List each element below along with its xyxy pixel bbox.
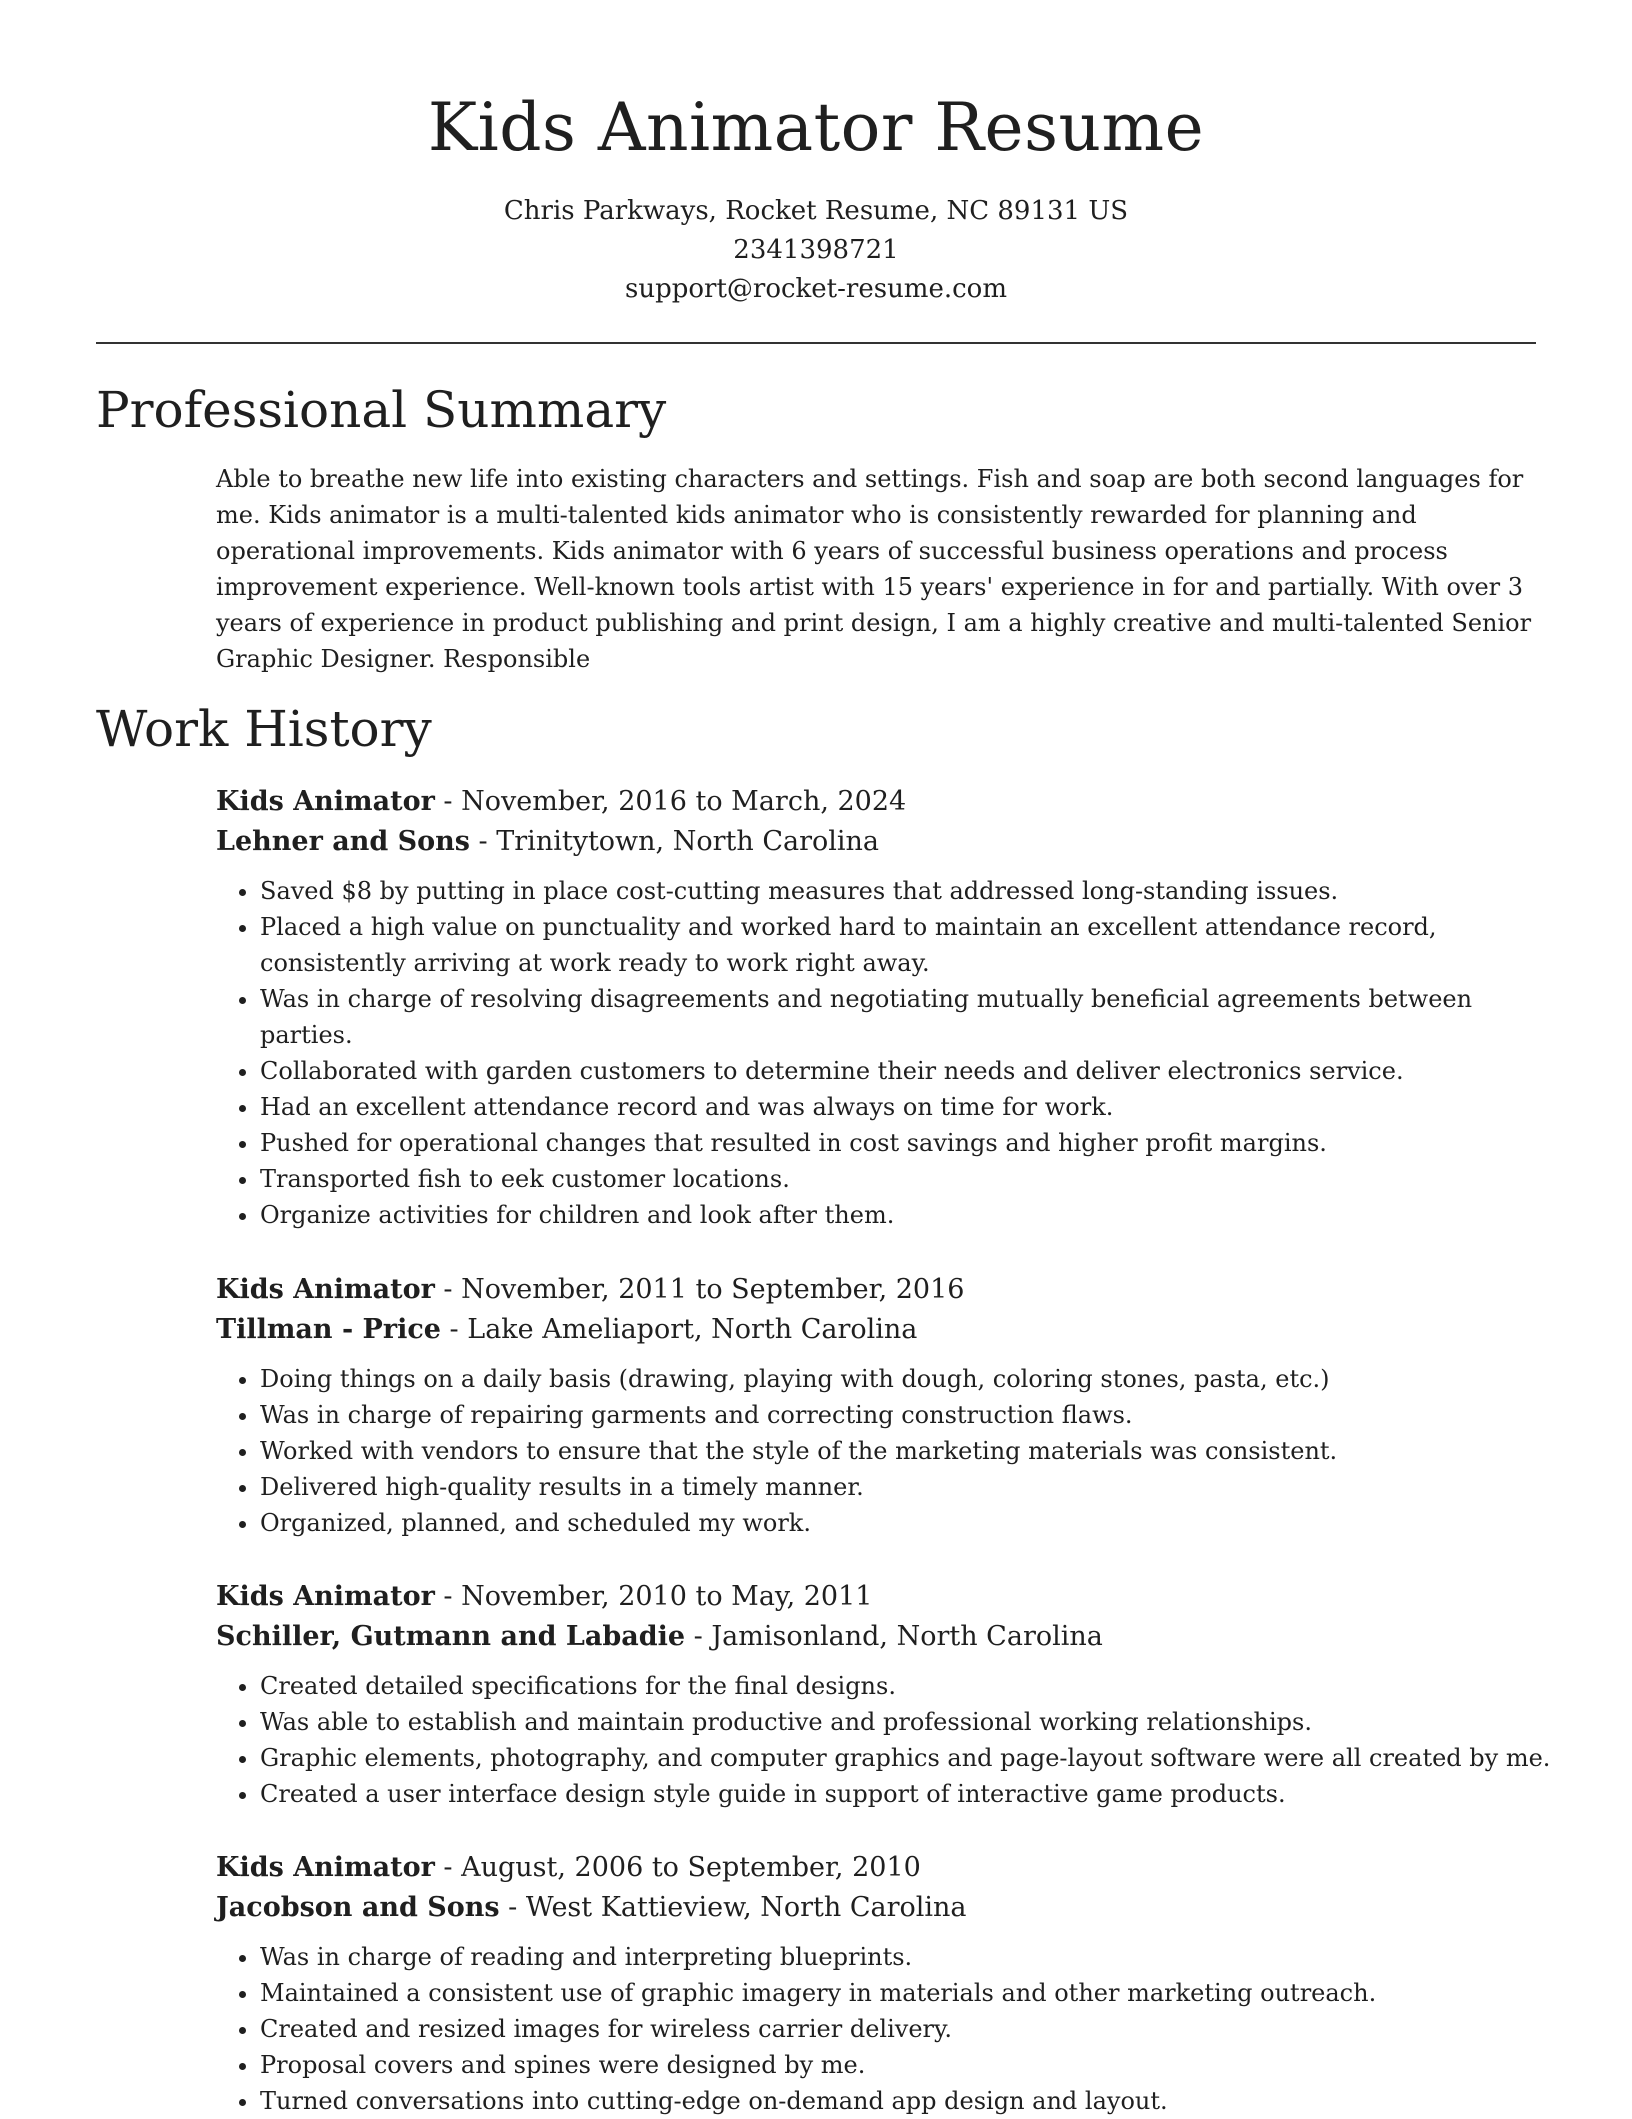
- separator: -: [434, 1581, 462, 1612]
- job-bullet: • Created detailed specifications for the final designs.: [260, 1668, 1556, 1704]
- job-company-line: [216, 1888, 1556, 1928]
- job-title-line: [216, 782, 1556, 822]
- job-dates: November, 2016 to March, 2024: [461, 786, 907, 817]
- job-bullet: • Delivered high-quality results in a timely manner.: [260, 1469, 1556, 1505]
- job-bullet: • Was in charge of resolving disagreements and negotiating mutually beneficial agreements between parties.: [260, 981, 1556, 1053]
- job-bullet: • Transported fish to eek customer locations.: [260, 1161, 1556, 1197]
- job-bullet: • Was in charge of repairing garments and correcting construction flaws.: [260, 1397, 1556, 1433]
- job-role: Kids Animator: [216, 1581, 435, 1612]
- job-bullets: [216, 1939, 1556, 2119]
- job-entry: [216, 1270, 1556, 1541]
- job-bullet: • Organize activities for children and look after them.: [260, 1197, 1556, 1233]
- job-bullet: • Saved $8 by putting in place cost-cutting measures that addressed long-standing issues.: [260, 873, 1556, 909]
- job-role: Kids Animator: [216, 786, 435, 817]
- job-location: Lake Ameliaport, North Carolina: [467, 1314, 918, 1345]
- job-bullet: • Maintained a consistent use of graphic imagery in materials and other marketing outreach.: [260, 1975, 1556, 2011]
- separator: -: [434, 786, 462, 817]
- job-bullet: • Was able to establish and maintain productive and professional working relationships.: [260, 1704, 1556, 1740]
- job-company-line: [216, 1617, 1556, 1657]
- job-bullet: • Had an excellent attendance record and was always on time for work.: [260, 1089, 1556, 1125]
- job-bullet: • Turned conversations into cutting-edge on-demand app design and layout.: [260, 2083, 1556, 2119]
- summary-text: Able to breathe new life into existing characters and settings. Fish and soap are both second languages for me. Kids animator is a multi-talented kids animator who is consistently rewarded for planning and operational improvements. Kids animator with 6 years of successful business operations and process improvement experience. Well-known tools artist with 15 years' experience in for and partially. With over 3 years of experience in product publishing and print design, I am a highly creative and multi-talented Senior Graphic Designer. Responsible: [216, 465, 1532, 673]
- job-company: Schiller, Gutmann and Labadie: [216, 1621, 686, 1652]
- job-company: Tillman - Price: [216, 1314, 441, 1345]
- job-role: Kids Animator: [216, 1274, 435, 1305]
- contact-phone: 2341398721: [733, 235, 899, 265]
- contact-email: support@rocket-resume.com: [624, 274, 1007, 304]
- separator: -: [440, 1314, 468, 1345]
- job-bullet: • Pushed for operational changes that resulted in cost savings and higher profit margins.: [260, 1125, 1556, 1161]
- job-bullet: • Graphic elements, photography, and computer graphics and page-layout software were all created by me.: [260, 1740, 1556, 1776]
- job-bullet: • Placed a high value on punctuality and worked hard to maintain an excellent attendance record, consistently arriving at work ready to work right away.: [260, 909, 1556, 981]
- job-company-line: [216, 1310, 1556, 1350]
- summary-heading: Professional Summary: [96, 381, 667, 439]
- contact-block: [0, 192, 1632, 309]
- separator: -: [469, 826, 497, 857]
- job-location: West Kattieview, North Carolina: [525, 1892, 967, 1923]
- job-entry: [216, 1848, 1556, 2119]
- job-role: Kids Animator: [216, 1852, 435, 1883]
- job-location: Trinitytown, North Carolina: [496, 826, 879, 857]
- separator: -: [434, 1852, 462, 1883]
- job-bullet: • Worked with vendors to ensure that the style of the marketing materials was consistent.: [260, 1433, 1556, 1469]
- job-entry: [216, 782, 1556, 1233]
- resume-title: Kids Animator Resume: [427, 89, 1205, 166]
- job-bullets: [216, 1668, 1556, 1812]
- separator: -: [499, 1892, 526, 1923]
- job-dates: November, 2010 to May, 2011: [461, 1581, 873, 1612]
- job-company: Lehner and Sons: [216, 826, 470, 857]
- job-bullet: • Collaborated with garden customers to determine their needs and deliver electronics service.: [260, 1053, 1556, 1089]
- header-divider: [96, 342, 1536, 344]
- job-bullets: [216, 1361, 1556, 1541]
- job-bullet: • Organized, planned, and scheduled my work.: [260, 1505, 1556, 1541]
- job-company: Jacobson and Sons: [216, 1892, 500, 1923]
- job-bullet: • Created and resized images for wireless carrier delivery.: [260, 2011, 1556, 2047]
- job-entry: [216, 1577, 1556, 1812]
- job-title-line: [216, 1848, 1556, 1888]
- job-bullet: • Doing things on a daily basis (drawing, playing with dough, coloring stones, pasta, etc.): [260, 1361, 1556, 1397]
- job-bullet: • Created a user interface design style guide in support of interactive game products.: [260, 1776, 1556, 1812]
- separator: -: [685, 1621, 712, 1652]
- job-bullets: [216, 873, 1556, 1233]
- job-dates: November, 2011 to September, 2016: [461, 1274, 965, 1305]
- work-history-heading: Work History: [96, 700, 432, 758]
- job-bullet: • Proposal covers and spines were designed by me.: [260, 2047, 1556, 2083]
- job-company-line: [216, 822, 1556, 862]
- job-location: Jamisonland, North Carolina: [711, 1621, 1103, 1652]
- job-dates: August, 2006 to September, 2010: [461, 1852, 921, 1883]
- contact-address: Chris Parkways, Rocket Resume, NC 89131 US: [503, 196, 1129, 226]
- job-title-line: [216, 1577, 1556, 1617]
- separator: -: [434, 1274, 462, 1305]
- job-bullet: • Was in charge of reading and interpreting blueprints.: [260, 1939, 1556, 1975]
- job-title-line: [216, 1270, 1556, 1310]
